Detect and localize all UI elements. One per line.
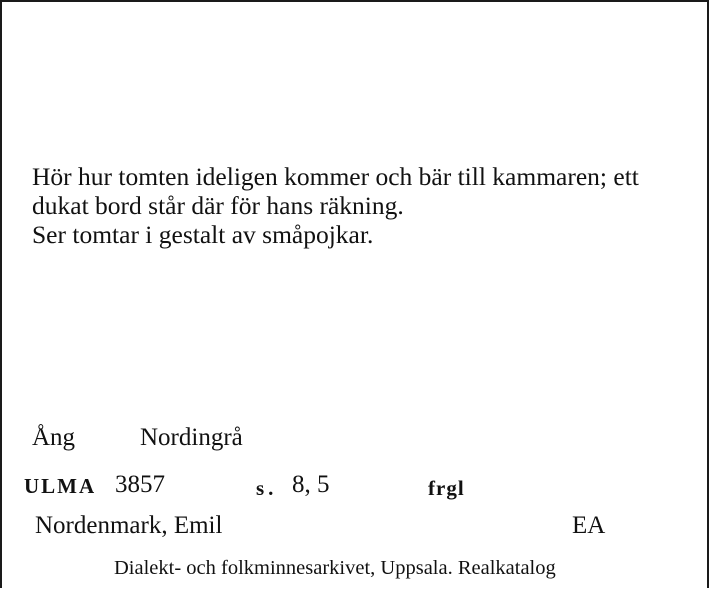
accession-number: 3857: [115, 471, 165, 498]
genre-code: frgl: [428, 476, 465, 500]
page-prefix: s.: [256, 476, 278, 500]
recorder-initials: EA: [572, 512, 606, 539]
recorder-name: Nordenmark, Emil: [35, 512, 223, 539]
archive-code: ULMA: [24, 474, 97, 498]
parish-label: Nordingrå: [140, 424, 243, 451]
body-line: Hör hur tomten ideligen kommer och bär till kammaren; ett: [32, 162, 639, 191]
archive-footer: Dialekt- och folkminnesarkivet, Uppsala. Realkatalog: [114, 557, 556, 579]
card-body-text: [32, 162, 692, 249]
body-line: Ser tomtar i gestalt av småpojkar.: [32, 220, 374, 249]
page-value: 8, 5: [292, 471, 330, 498]
region-label: Ång: [32, 424, 76, 451]
body-line: dukat bord står där för hans räkning.: [32, 191, 404, 220]
